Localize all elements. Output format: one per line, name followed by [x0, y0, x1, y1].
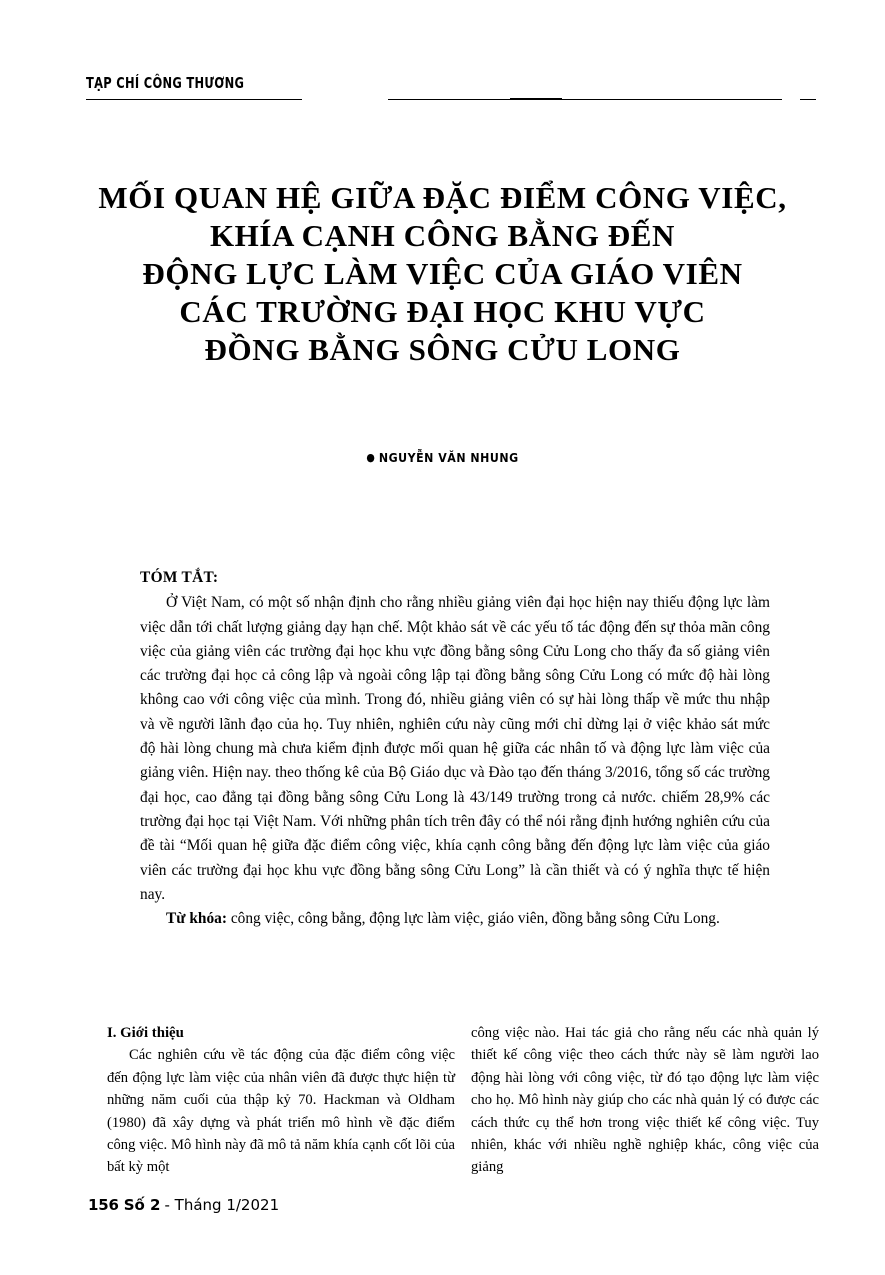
body-paragraph-right: công việc nào. Hai tác giả cho rằng nếu các nhà quản lý thiết kế công việc theo cách thức này sẽ làm người lao động hài lòng với công việc, từ đó tạo động lực làm việc cho họ. Mô hình này giúp cho các nhà quản lý có được các cách thức cụ thể hơn trong việc thiết kế công việc. Tuy nhiên, khác với nhiều nghề nghiệp khác, công việc của giảng: [471, 1025, 819, 1176]
title-line-5: ĐỒNG BẰNG SÔNG CỬU LONG: [204, 331, 681, 367]
author-name: NGUYỄN VĂN NHUNG: [378, 450, 519, 465]
section-heading-introduction: I. Giới thiệu: [107, 1025, 184, 1041]
page-footer: [88, 1196, 279, 1214]
title-line-2: KHÍA CẠNH CÔNG BẰNG ĐẾN: [209, 217, 676, 253]
author-byline: [60, 450, 825, 465]
title-line-4: CÁC TRƯỜNG ĐẠI HỌC KHU VỰC: [179, 293, 706, 329]
footer-issue: Số 2: [123, 1196, 161, 1214]
journal-name: TẠP CHÍ CÔNG THƯƠNG: [86, 74, 245, 92]
keywords-text: công việc, công bằng, động lực làm việc, giáo viên, đồng bằng sông Cửu Long.: [226, 910, 720, 928]
header-rule: [86, 99, 816, 100]
article-title: [60, 179, 825, 369]
header-rule-blot: [510, 98, 562, 101]
title-line-1: MỐI QUAN HỆ GIỮA ĐẶC ĐIỂM CÔNG VIỆC,: [98, 179, 787, 215]
title-line-3: ĐỘNG LỰC LÀM VIỆC CỦA GIÁO VIÊN: [142, 255, 743, 291]
bullet-icon: ●: [366, 451, 376, 464]
body-paragraph-left: Các nghiên cứu về tác động của đặc điểm công việc đến động lực làm việc của nhân viên đã được thực hiện từ những năm cuối của thập kỷ 70. Hackman và Oldham (1980) đã xây dựng và phát triển mô hình về đặc điểm công việc. Mô hình này đã mô tả năm khía cạnh cốt lõi của bất kỳ một: [107, 1047, 455, 1176]
column-right: [471, 1022, 819, 1198]
abstract-body: Ở Việt Nam, có một số nhận định cho rằng nhiều giảng viên đại học hiện nay thiếu động lực làm việc dẫn tới chất lượng giảng dạy hạn chế. Một khảo sát về các yếu tố tác động đến sự thỏa mãn công việc của giảng viên các trường đại học khu vực đồng bằng sông Cửu Long cho thấy đa số giảng viên các trường đại học cả công lập và ngoài công lập tại đồng bằng sông Cửu Long có mức độ hài lòng không cao với công việc của mình. Trong đó, nhiều giảng viên có sự hài lòng thấp về mức thu nhập và về người lãnh đạo của họ. Tuy nhiên, nghiên cứu này cũng mới chỉ dừng lại ở việc khảo sát mức độ hài lòng chung mà chưa kiểm định được mối quan hệ giữa các nhân tố và động lực làm việc của giảng viên. Hiện nay. theo thống kê của Bộ Giáo dục và Đào tạo đến tháng 3/2016, tổng số các trường đại học, cao đẳng tại đồng bằng sông Cửu Long là 43/149 trường trong cả nước. chiếm 28,9% các trường đại học tại Việt Nam. Với những phân tích trên đây có thể nói rằng định hướng nghiên cứu của đề tài “Mối quan hệ giữa đặc điểm công việc, khía cạnh công bằng đến động lực làm việc của giáo viên các trường đại học khu vực đồng bằng sông Cửu Long” là cần thiết và có ý nghĩa thực tế hiện nay.: [140, 594, 770, 903]
keywords-label: Từ khóa:: [166, 910, 227, 928]
abstract-block: [140, 566, 770, 931]
column-left: [107, 1022, 455, 1198]
author-byline-inner: [366, 450, 518, 465]
running-header: [86, 74, 816, 106]
footer-page-number: 156: [88, 1196, 119, 1214]
abstract-keywords: [140, 907, 770, 931]
header-rule-gap: [302, 97, 388, 102]
abstract-heading: TÓM TẮT:: [140, 569, 219, 586]
footer-date: - Tháng 1/2021: [164, 1196, 280, 1214]
header-rule-gap-right: [782, 97, 800, 102]
body-columns: [107, 1022, 819, 1198]
